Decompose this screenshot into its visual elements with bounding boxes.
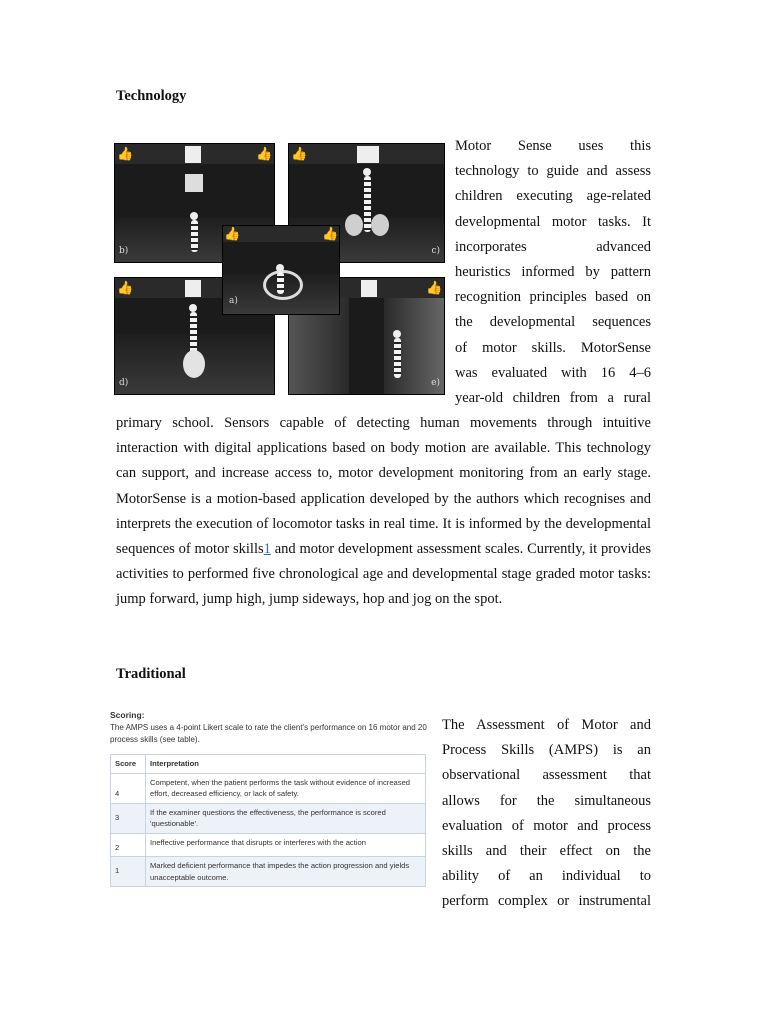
traditional-heading: Traditional [116, 666, 186, 682]
footprint-icon [183, 350, 205, 378]
panel-a [222, 225, 340, 315]
table-header-interpretation: Interpretation [146, 755, 426, 774]
panel-label-a: a) [229, 296, 238, 306]
scoring-description: The AMPS uses a 4-point Likert scale to rate the client's performance on 16 motor and 20 process skills (see table). [110, 723, 427, 744]
thumbs-up-icon: 👍 [117, 280, 134, 295]
table-row: 4 Competent, when the patient performs the task without evidence of increased effort, decreased efficiency, or lack of safety. [111, 773, 426, 803]
technology-heading: Technology [116, 88, 187, 104]
technology-float-text: Motor Sense uses this technology to guide and assess children executing age-related developmental motor tasks. It incorporates advanced heuristics informed by pattern recognition principles based on the developmental sequences of motor skills. MotorSense was evaluated with 16 4–6 year-old children from a rural [455, 138, 651, 407]
panel-label-e: e) [431, 378, 440, 388]
thumbs-up-icon: 👍 [322, 226, 339, 241]
scoring-title: Scoring: [110, 710, 145, 720]
table-header-score: Score [111, 755, 146, 774]
footprint-right-icon [371, 214, 389, 236]
score-table [110, 754, 426, 887]
table-row: 1 Marked deficient performance that impedes the action progression and yields unacceptable outcome. [111, 857, 426, 887]
panel-label-b: b) [119, 246, 129, 256]
amps-scoring-table [110, 710, 428, 887]
footprint-left-icon [345, 214, 363, 236]
panel-label-d: d) [119, 378, 129, 388]
crowd-indicator-icon [357, 146, 379, 163]
thumbs-up-icon: 👍 [426, 280, 443, 295]
figure-indicator-icon [185, 146, 201, 163]
thumbs-up-icon: 👍 [224, 226, 241, 241]
target-star-icon [185, 174, 203, 192]
figure-indicator-icon [185, 280, 201, 297]
traditional-float-text: The Assessment of Motor and Process Skills (AMPS) is an observational assessment that allows for the simultaneous evaluation of motor and process skills and their effect on the ability of an individual to perform complex or instrumental [442, 717, 651, 910]
reference-link[interactable]: 1 [263, 541, 271, 558]
table-row: 3 If the examiner questions the effectiveness, the performance is scored 'questionable'. [111, 803, 426, 833]
figure-indicator-icon [361, 280, 377, 297]
table-row: 2 Ineffective performance that disrupts or interferes with the action [111, 833, 426, 857]
panel-label-c: c) [431, 246, 440, 256]
thumbs-up-icon: 👍 [117, 146, 134, 161]
thumbs-up-icon: 👍 [291, 146, 308, 161]
thumbs-up-icon: 👍 [256, 146, 273, 161]
technology-body-text: primary school. Sensors capable of detecting human movements through intuitive interaction with digital applications based on body motion are available. This technology can support, and increase access to, motor development monitoring from an early stage. MotorSense is a motion-based application developed by the authors which recognises and interprets the execution of locomotor tasks in real time. It is informed by the developmental sequences of motor skills1 and motor development assessment scales. Currently, it provides activities to performed five chronological age and developmental stage graded motor tasks: jump forward, jump high, jump sideways, hop and jog on the spot. [116, 415, 651, 608]
